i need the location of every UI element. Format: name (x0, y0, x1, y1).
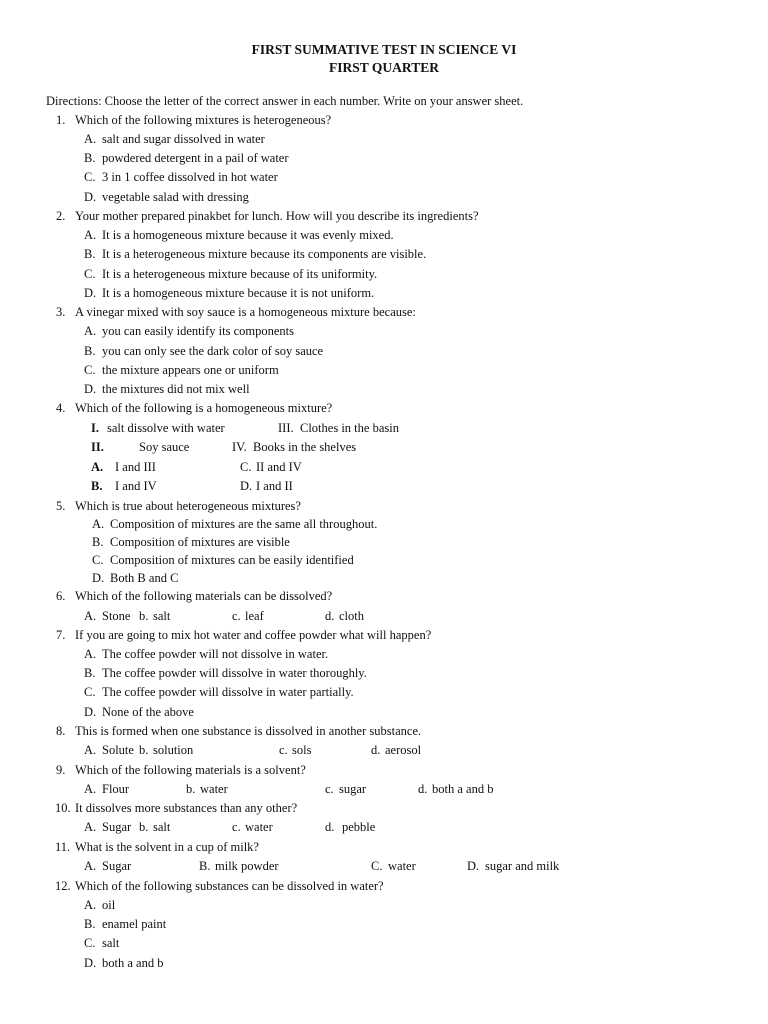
question-text: What is the solvent in a cup of milk? (75, 840, 259, 854)
option-letter: A. (84, 132, 97, 146)
option-text: salt and sugar dissolved in water (102, 132, 265, 146)
option-text: The coffee powder will dissolve in water thoroughly. (102, 666, 367, 680)
option-text: It is a heterogeneous mixture because its components are visible. (102, 247, 427, 261)
option-text: water (200, 782, 228, 796)
option-letter: b. (186, 782, 196, 796)
question-text: Which of the following materials can be dissolved? (75, 589, 333, 603)
option-letter: b. (139, 609, 149, 623)
question-text: Your mother prepared pinakbet for lunch. How will you describe its ingredients? (75, 209, 479, 223)
option-text: salt (153, 609, 171, 623)
option-letter: D. (240, 479, 253, 493)
option-text: cloth (339, 609, 364, 623)
option-letter: A. (84, 324, 97, 338)
option-text: vegetable salad with dressing (102, 190, 249, 204)
option-text: 3 in 1 coffee dissolved in hot water (102, 170, 278, 184)
option-text: the mixtures did not mix well (102, 382, 250, 396)
option-text: leaf (245, 609, 264, 623)
option-text: Composition of mixtures are the same all throughout. (110, 517, 378, 531)
option-letter: D. (84, 705, 97, 719)
option-letter: A. (84, 228, 97, 242)
item-text: Clothes in the basin (300, 421, 399, 435)
option-letter: d. (325, 609, 335, 623)
option-text: I and IV (115, 479, 157, 493)
option-text: The coffee powder will not dissolve in water. (102, 647, 329, 661)
option-text: both a and b (102, 956, 164, 970)
option-letter: c. (232, 820, 241, 834)
option-letter: D. (92, 571, 105, 585)
option-text: It is a homogeneous mixture because it is not uniform. (102, 286, 375, 300)
question-number: 2. (56, 209, 66, 223)
option-text: Solute (102, 743, 134, 757)
question-text: This is formed when one substance is dissolved in another substance. (75, 724, 422, 738)
item-text: Soy sauce (139, 440, 190, 454)
question-number: 3. (56, 305, 66, 319)
option-letter: A. (84, 859, 97, 873)
option-text: powdered detergent in a pail of water (102, 151, 289, 165)
option-letter: d. (325, 820, 335, 834)
question-number: 4. (56, 401, 66, 415)
option-text: you can easily identify its components (102, 324, 294, 338)
page-title: FIRST SUMMATIVE TEST IN SCIENCE VI (251, 42, 517, 57)
question-text: Which of the following materials is a solvent? (75, 763, 306, 777)
option-letter: A. (84, 609, 97, 623)
option-text: milk powder (215, 859, 279, 873)
option-letter: B. (84, 151, 96, 165)
option-letter: C. (92, 553, 104, 567)
option-letter: D. (84, 190, 97, 204)
option-letter: A. (92, 517, 105, 531)
item-text: Books in the shelves (253, 440, 357, 454)
question-text: Which of the following mixtures is heterogeneous? (75, 113, 332, 127)
option-letter: A. (84, 898, 97, 912)
option-letter: B. (84, 666, 96, 680)
option-text: you can only see the dark color of soy sauce (102, 344, 324, 358)
question-text: Which of the following substances can be dissolved in water? (75, 879, 384, 893)
option-text: water (245, 820, 273, 834)
option-text: I and III (115, 460, 156, 474)
option-letter: D. (84, 956, 97, 970)
question-text: If you are going to mix hot water and coffee powder what will happen? (75, 628, 432, 642)
option-text: Sugar (102, 859, 132, 873)
option-letter: A. (84, 743, 97, 757)
roman-numeral: II. (91, 440, 104, 454)
option-letter: C. (84, 363, 96, 377)
page-subtitle: FIRST QUARTER (329, 60, 439, 75)
option-letter: d. (371, 743, 381, 757)
option-text: I and II (256, 479, 293, 493)
option-letter: D. (84, 286, 97, 300)
option-text: Flour (102, 782, 130, 796)
roman-numeral: IV. (232, 440, 247, 454)
option-letter: d. (418, 782, 428, 796)
option-letter: b. (139, 743, 149, 757)
option-text: aerosol (385, 743, 422, 757)
option-letter: B. (84, 344, 96, 358)
option-text: The coffee powder will dissolve in water partially. (102, 685, 354, 699)
question-number: 1. (56, 113, 66, 127)
option-text: sols (292, 743, 312, 757)
question-number: 5. (56, 499, 66, 513)
question-number: 8. (56, 724, 66, 738)
option-text: enamel paint (102, 917, 167, 931)
option-letter: C. (84, 170, 96, 184)
option-letter: B. (92, 535, 104, 549)
option-text: Stone (102, 609, 131, 623)
question-text: A vinegar mixed with soy sauce is a homogeneous mixture because: (75, 305, 416, 319)
option-letter: A. (91, 460, 104, 474)
directions: Directions: Choose the letter of the correct answer in each number. Write on your answer sheet. (46, 94, 524, 108)
question-number: 9. (56, 763, 66, 777)
option-letter: C. (240, 460, 252, 474)
question-text: It dissolves more substances than any other? (75, 801, 298, 815)
option-letter: C. (84, 685, 96, 699)
option-letter: B. (91, 479, 103, 493)
question-text: Which is true about heterogeneous mixtures? (75, 499, 301, 513)
option-letter: B. (199, 859, 211, 873)
option-text: Sugar (102, 820, 132, 834)
option-text: None of the above (102, 705, 194, 719)
question-number: 11. (55, 840, 71, 854)
option-letter: D. (84, 382, 97, 396)
option-text: It is a heterogeneous mixture because of its uniformity. (102, 267, 378, 281)
option-text: pebble (342, 820, 376, 834)
roman-numeral: III. (278, 421, 294, 435)
option-letter: c. (325, 782, 334, 796)
option-letter: D. (467, 859, 480, 873)
option-text: Composition of mixtures can be easily identified (110, 553, 354, 567)
option-text: sugar and milk (485, 859, 560, 873)
option-text: the mixture appears one or uniform (102, 363, 279, 377)
option-letter: A. (84, 782, 97, 796)
option-letter: C. (371, 859, 383, 873)
option-text: salt (153, 820, 171, 834)
option-text: Both B and C (110, 571, 179, 585)
option-text: oil (102, 898, 116, 912)
question-number: 6. (56, 589, 66, 603)
item-text: salt dissolve with water (107, 421, 225, 435)
option-letter: C. (84, 936, 96, 950)
option-text: It is a homogeneous mixture because it was evenly mixed. (102, 228, 394, 242)
option-text: solution (153, 743, 194, 757)
option-text: both a and b (432, 782, 494, 796)
question-number: 10. (55, 801, 71, 815)
question-number: 7. (56, 628, 66, 642)
option-letter: B. (84, 247, 96, 261)
option-letter: c. (232, 609, 241, 623)
option-letter: b. (139, 820, 149, 834)
roman-numeral: I. (91, 421, 99, 435)
option-text: Composition of mixtures are visible (110, 535, 290, 549)
option-text: water (388, 859, 416, 873)
option-letter: C. (84, 267, 96, 281)
question-number: 12. (55, 879, 71, 893)
option-letter: A. (84, 647, 97, 661)
option-text: salt (102, 936, 120, 950)
option-letter: A. (84, 820, 97, 834)
option-letter: B. (84, 917, 96, 931)
option-letter: c. (279, 743, 288, 757)
question-text: Which of the following is a homogeneous mixture? (75, 401, 333, 415)
option-text: sugar (339, 782, 367, 796)
option-text: II and IV (256, 460, 302, 474)
